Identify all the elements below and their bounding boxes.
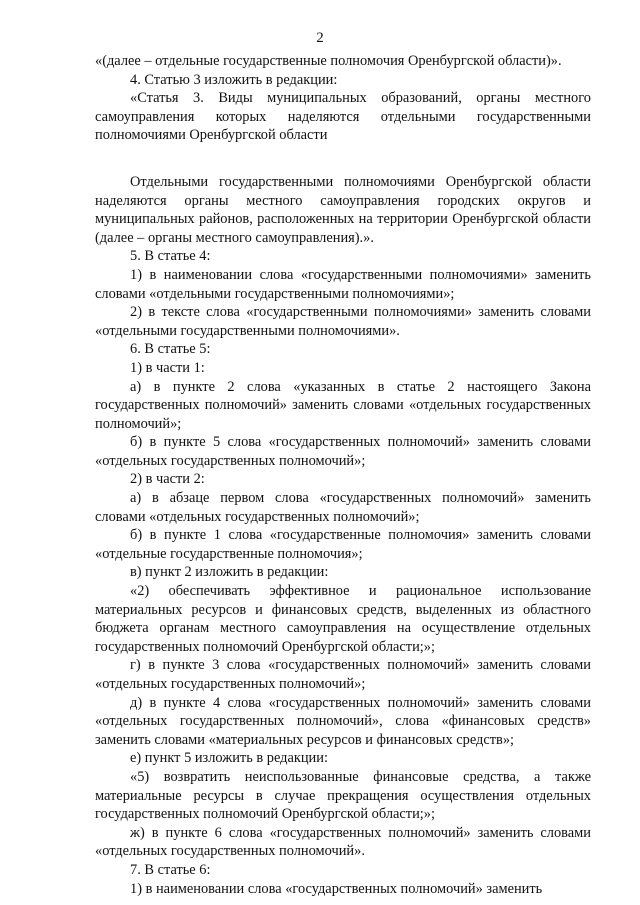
paragraph-item-7: 7. В статье 6:	[130, 861, 211, 878]
paragraph-item-5-2: 2) в тексте слова «государственными полномочиями» заменить словами «отдельными государственными полномочиями».	[95, 304, 591, 339]
paragraph-item-6-2-a: а) в абзаце первом слова «государственных полномочий» заменить словами «отдельных государственных полномочий»;	[95, 490, 591, 525]
paragraph-item-5-1: 1) в наименовании слова «государственными полномочиями» заменить словами «отдельными государственными полномочиями»;	[95, 266, 591, 302]
paragraph-item-6-2-e: е) пункт 5 изложить в редакции:	[130, 750, 328, 767]
paragraph-item-4: 4. Статью 3 изложить в редакции:	[130, 71, 338, 88]
paragraph-item-6-1-b: б) в пункте 5 слова «государственных полномочий» заменить словами «отдельных государственных полномочий»;	[95, 434, 591, 469]
paragraph-item-6-2-e-text: «5) возвратить неиспользованные финансовые средства, а также материальные ресурсы в случае прекращения осуществления отдельных государственных полномочий Оренбургской области;»;	[95, 768, 591, 823]
paragraph-article-3-heading: «Статья 3. Виды муниципальных образований, органы местного самоуправления которых наделяются отдельными государственными полномочиями Оренбургской области	[95, 90, 591, 144]
paragraph-item-6-2-b: б) в пункте 1 слова «государственные полномочия» заменить словами «отдельные государственные полномочия»;	[95, 527, 591, 562]
paragraph-item-6-2-d: д) в пункте 4 слова «государственных полномочий» заменить словами «отдельных государственных полномочий», слова «финансовых средств» заменить словами «материальных ресурсов и финансовых средств»;	[95, 694, 591, 748]
paragraph-item-5: 5. В статье 4:	[130, 248, 211, 265]
spacer	[95, 145, 591, 173]
paragraph-item-6-2-v: в) пункт 2 изложить в редакции:	[130, 564, 329, 581]
page-number: 2	[316, 30, 324, 46]
paragraph-item-6-2-g: г) в пункте 3 слова «государственных полномочий» заменить словами «отдельных государственных полномочий»;	[95, 657, 591, 692]
paragraph-item-6-2-v-text: «2) обеспечивать эффективное и рациональное использование материальных ресурсов и финансовых средств, выделенных из областного бюджета органам местного самоуправления на осуществление отдельных государственных полномочий Оренбургской области;»;	[95, 583, 591, 655]
paragraph-item-6: 6. В статье 5:	[130, 341, 211, 358]
paragraph-item-7-1: 1) в наименовании слова «государственных полномочий» заменить	[130, 880, 543, 897]
paragraph-item-6-1-a: а) в пункте 2 слова «указанных в статье 2 настоящего Закона государственных полномочий» заменить словами «отдельных государственных полномочий»;	[95, 378, 591, 432]
paragraph-item-6-1: 1) в части 1:	[130, 359, 205, 376]
paragraph-continuation: «(далее – отдельные государственные полномочия Оренбургской области)».	[95, 53, 562, 69]
paragraph-item-6-2-zh: ж) в пункте 6 слова «государственных полномочий» заменить словами «отдельных государственных полномочий».	[95, 824, 591, 860]
paragraph-article-3-text: Отдельными государственными полномочиями Оренбургской области наделяются органы местного самоуправления городских округов и муниципальных районов, расположенных на территории Оренбургской области (далее – органы местного самоуправления).».	[95, 173, 591, 246]
document-body	[95, 52, 591, 898]
paragraph-item-6-2: 2) в части 2:	[130, 471, 205, 488]
